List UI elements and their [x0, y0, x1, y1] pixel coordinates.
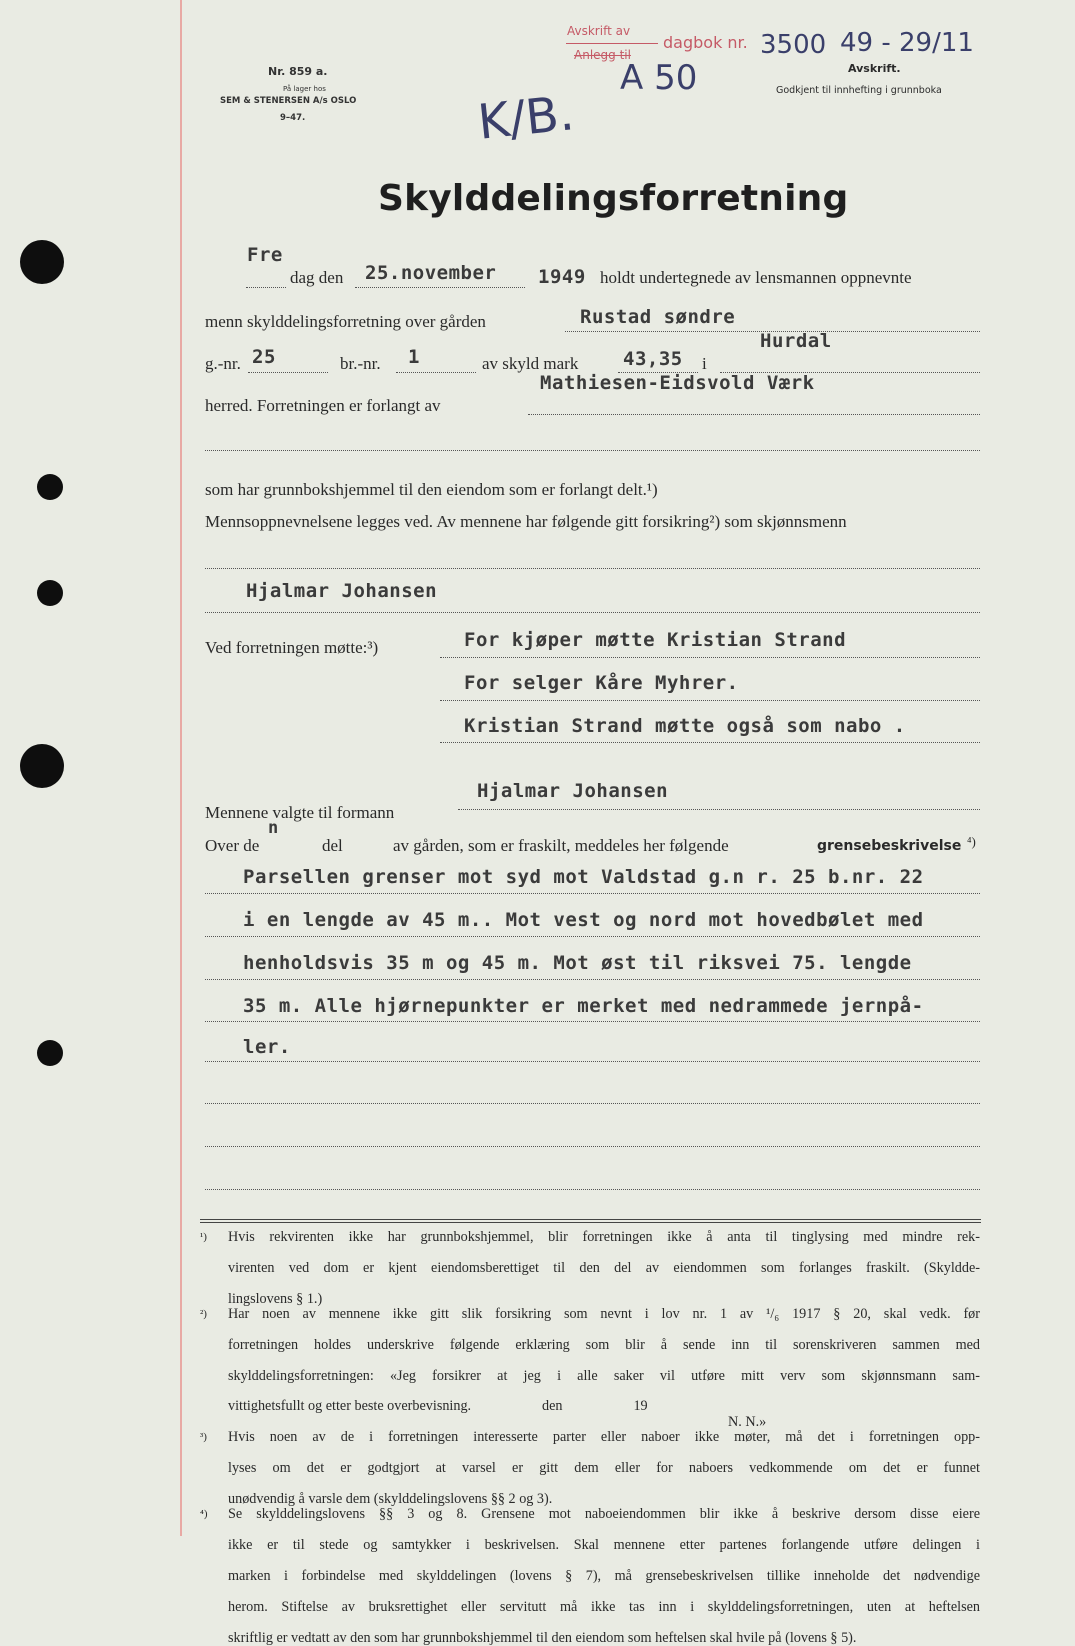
fill-line [248, 372, 328, 373]
farm-prefix: menn skylddelingsforretning over gården [205, 312, 486, 331]
stamp-anlegg: Anlegg til [574, 48, 631, 62]
bnr-value: 1 [408, 346, 420, 368]
dagbok-number: 3500 [760, 30, 827, 60]
forsikring-line: Mennsoppnevnelsene legges ved. Av mennene har følgende gitt forsikring²) som skjønnsmenn [205, 512, 847, 531]
fill-line [205, 1103, 980, 1104]
boundary-line: i en lengde av 45 m.. Mot vest og nord mot hovedbølet med [243, 909, 924, 931]
boundary-line: 35 m. Alle hjørnepunkter er merket med nedrammede jernpå- [243, 995, 924, 1017]
punch-hole [37, 474, 63, 500]
fill-line [205, 1061, 980, 1062]
fill-line [205, 1146, 980, 1147]
document-title: Skylddelingsforretning [378, 178, 849, 219]
footnote-line: vittighetsfullt og etter beste overbevisning. den 19 [228, 1398, 648, 1415]
footnote-1 [200, 1230, 980, 1307]
boundary-bold: grensebeskrivelse [817, 838, 962, 854]
footnote-line: lingslovens § 1.) [228, 1290, 323, 1307]
footnote-number: ¹) [200, 1231, 207, 1243]
footnote-line: unødvendig å varsle dem (skylddelingslovens §§ 2 og 3). [228, 1490, 553, 1507]
punch-hole [37, 1040, 63, 1066]
attended-label: Ved forretningen møtte:³) [205, 638, 379, 657]
gnr-value: 25 [252, 346, 276, 368]
form-number: Nr. 859 a. [268, 65, 328, 78]
footnote-3 [200, 1430, 980, 1507]
boundary-line: Parsellen grenser mot syd mot Valdstad g.n r. 25 b.nr. 22 [243, 866, 924, 888]
boundary-del: del [322, 836, 343, 855]
skyld-i: i [702, 354, 707, 373]
footnote-4 [200, 1507, 980, 1646]
footnote-number: ³) [200, 1431, 207, 1444]
fill-line [440, 657, 980, 658]
grunnbok-line: som har grunnbokshjemmel til den eiendom som er forlangt delt.¹) [205, 480, 658, 499]
skyld-label: av skyld mark [482, 354, 579, 373]
chairman-name: Hjalmar Johansen [477, 780, 669, 802]
chairman-label: Mennene valgte til formann [205, 803, 395, 822]
hand-mark: K/B. [475, 85, 577, 151]
fill-line [205, 1021, 980, 1022]
footnote-rule [200, 1219, 981, 1220]
farm-name: Rustad søndre [580, 306, 736, 328]
fill-line [205, 568, 980, 569]
herred-name: Hurdal [760, 330, 832, 352]
footnote-line: Hvis noen av de i forretningen interesserte parter eller naboer ikke møter, må det i forretningen opp- [228, 1429, 980, 1446]
footnote-line: lyses om det er godtgjort at varsel er gitt dem eller for naboers vedkommende om det er funnet [228, 1460, 980, 1477]
fill-line [396, 372, 476, 373]
date-value: 25.november [365, 262, 497, 284]
footnote-line: ikke er til stede og samtykker i beskrivelsen. Skal mennene etter partenes forlangende utføre delingen i [228, 1537, 980, 1554]
boundary-n: n [268, 818, 279, 838]
footnote-line: Har noen av mennene ikke gitt slik forsikring som nevnt i lov nr. 1 av ¹/₆ 1917 § 20, skal vedk. før [228, 1306, 980, 1323]
date-prefix: dag den [290, 268, 344, 287]
attended-line: Kristian Strand møtte også som nabo . [464, 715, 906, 737]
stamp-avskrift-av: Avskrift av [567, 24, 631, 38]
requester-name: Mathiesen-Eidsvold Værk [540, 372, 815, 394]
footnote-line: Hvis rekvirenten ikke har grunnbokshjemmel, blir forretningen ikke å anta til tinglysing med mindre rek- [228, 1229, 980, 1245]
fill-line [205, 612, 980, 613]
fill-line [246, 287, 286, 288]
date-suffix: holdt undertegnede av lensmannen oppnevnte [600, 268, 912, 287]
fill-line [205, 1189, 980, 1190]
footnote-sign: N. N.» [728, 1413, 767, 1430]
footnote-number: ⁴) [200, 1508, 208, 1521]
fill-line [440, 700, 980, 701]
punch-hole [20, 240, 64, 284]
boundary-line: ler. [243, 1036, 291, 1058]
fill-line [458, 809, 980, 810]
stamp-godkjent: Godkjent til innhefting i grunnboka [776, 85, 942, 96]
stamp-year: 49 - 29/11 [840, 28, 974, 58]
boundary-line: henholdsvis 35 m og 45 m. Mot øst til riksvei 75. lengde [243, 952, 912, 974]
fill-line [205, 936, 980, 937]
fill-line [205, 450, 980, 451]
fill-line [528, 414, 980, 415]
fill-line [205, 979, 980, 980]
footnote-number: ²) [200, 1308, 207, 1321]
bnr-label: br.-nr. [340, 354, 381, 373]
attended-line: For kjøper møtte Kristian Strand [464, 629, 847, 651]
requester-prefix: herred. Forretningen er forlangt av [205, 396, 441, 415]
anlegg-number: A 50 [620, 58, 698, 98]
year-value: 1949 [538, 266, 586, 288]
footnote-2 [200, 1307, 980, 1430]
fill-line [440, 742, 980, 743]
boundary-over: Over de [205, 836, 260, 855]
footnote-line: forretningen holdes underskrive følgende erklæring som blir å sende inn til sorenskriveren sammen med [228, 1336, 980, 1353]
fill-line [205, 893, 980, 894]
day-written: Fre [247, 244, 283, 266]
appraiser-name: Hjalmar Johansen [246, 580, 438, 602]
footnote-rule [200, 1222, 981, 1223]
red-margin-line [180, 0, 182, 1536]
publisher-line1: På lager hos [283, 85, 326, 93]
publisher-date: 9–47. [280, 113, 306, 123]
gnr-label: g.-nr. [205, 354, 241, 373]
stamp-underline [566, 43, 658, 44]
boundary-sup: ⁴) [967, 834, 976, 849]
punch-hole [20, 744, 64, 788]
footnotes [200, 1230, 980, 1646]
footnote-line: skylddelingsforretningen: «Jeg forsikrer at jeg i alle saker vil utføre mitt verv som skjønnsmann sam- [228, 1367, 980, 1384]
stamp-avskrift: Avskrift. [848, 62, 901, 75]
fill-line [355, 287, 525, 288]
footnote-line: skriftlig er vedtatt av den som har grunnbokshjemmel til den eiendom som heftelsen skal hvile på (lovens § 5). [228, 1629, 857, 1646]
attended-line: For selger Kåre Myhrer. [464, 672, 739, 694]
publisher-line2: SEM & STENERSEN A/s OSLO [220, 96, 357, 106]
boundary-rest: av gården, som er fraskilt, meddeles her følgende [393, 836, 729, 855]
skyld-value: 43,35 [623, 348, 683, 370]
footnote-line: virenten ved dom er kjent eiendomsberettiget til den del av eiendommen som forlanges fraskilt. (Skyldde- [228, 1259, 980, 1276]
footnote-line: herom. Stiftelse av bruksrettighet eller servitutt må ikke tas inn i skylddelingsforretningen, uten at heftelsen [228, 1598, 980, 1615]
punch-hole [37, 580, 63, 606]
stamp-dagbok: dagbok nr. [663, 33, 748, 52]
footnote-line: marken i forbindelse med skylddelingen (lovens § 7), må grensebeskrivelsen tillike inneholde det nødvendige [228, 1567, 980, 1584]
footnote-line: Se skylddelingslovens §§ 3 og 8. Grensene mot naboeiendommen blir ikke å beskrive dersom disse eiere [228, 1506, 980, 1523]
